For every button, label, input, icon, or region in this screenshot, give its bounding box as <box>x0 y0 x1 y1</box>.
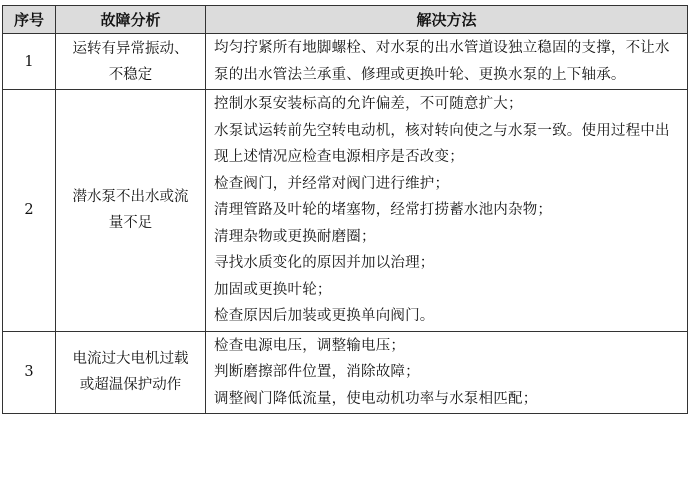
table-row <box>3 90 688 332</box>
fault-text: 潜水泵不出水或流量不足 <box>72 189 189 232</box>
solution-line: 清理管路及叶轮的堵塞物，经常打捞蓄水池内杂物； <box>214 202 553 218</box>
header-fault-analysis: 故障分析 <box>56 6 206 34</box>
solution-line: 调整阀门降低流量，使电动机功率与水泵相匹配； <box>214 390 538 407</box>
row-serial-number: 3 <box>3 331 56 414</box>
solution-line: 检查阀门，并经常对阀门进行维护； <box>214 175 450 192</box>
row-solution <box>206 331 688 414</box>
solution-line: 检查电源电压，调整输电压； <box>214 337 406 354</box>
solution-line: 控制水泵安装标高的允许偏差，不可随意扩大； <box>214 96 523 112</box>
header-serial-number: 序号 <box>3 6 56 34</box>
row-fault <box>56 90 206 332</box>
fault-text: 电流过大电机过载或超温保护动作 <box>72 351 189 394</box>
solution-line: 清理杂物或更换耐磨圈； <box>214 228 376 245</box>
row-fault <box>56 331 206 414</box>
solution-line: 加固或更换叶轮； <box>214 281 332 298</box>
solution-line: 均匀拧紧所有地脚螺栓、对水泵的出水管道设独立稳固的支撑，不让水泵的出水管法兰承重、修理或更换叶轮、更换水泵的上下轴承。 <box>214 40 670 83</box>
table-row <box>3 34 688 90</box>
header-solution: 解决方法 <box>206 6 688 34</box>
table-header-row <box>3 6 688 34</box>
row-solution <box>206 90 688 332</box>
table-row <box>3 331 688 414</box>
solution-line: 检查原因后加装或更换单向阀门。 <box>214 308 435 324</box>
solution-line: 判断磨擦部件位置，消除故障； <box>214 364 420 380</box>
fault-text: 运转有异常振动、不稳定 <box>72 40 189 83</box>
row-solution <box>206 34 688 90</box>
row-fault <box>56 34 206 90</box>
solution-line: 寻找水质变化的原因并加以治理； <box>214 255 435 271</box>
solution-line: 水泵试运转前先空转电动机，核对转向使之与水泵一致。使用过程中出现上述情况应检查电源相序是否改变； <box>214 122 670 165</box>
fault-table <box>2 5 688 414</box>
row-serial-number: 2 <box>3 90 56 332</box>
row-serial-number: 1 <box>3 34 56 90</box>
